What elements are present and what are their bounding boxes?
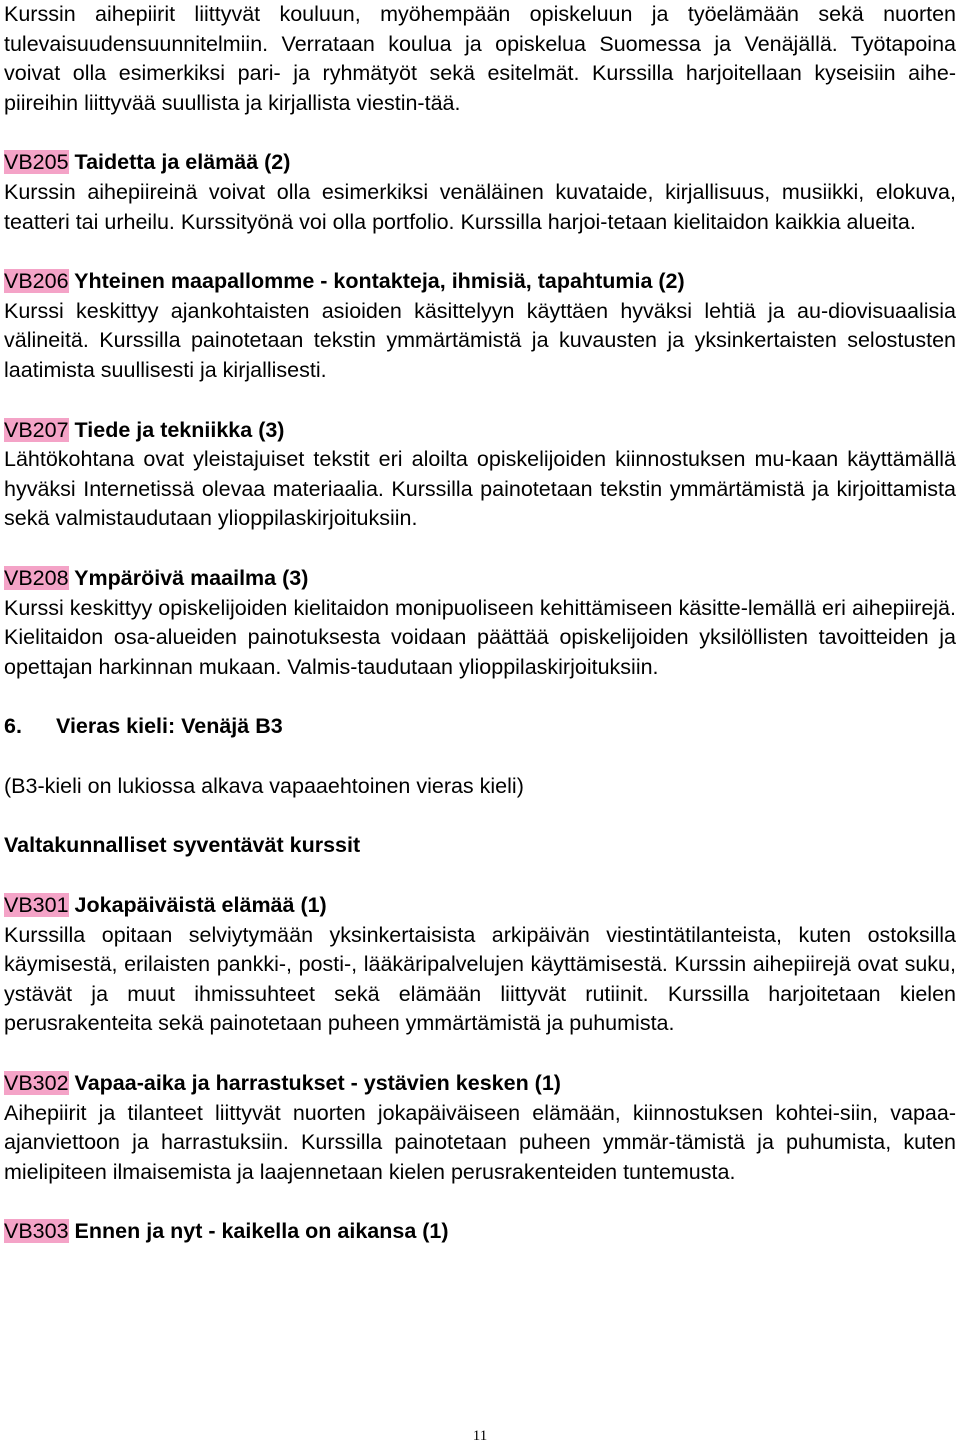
course-description: Lähtökohtana ovat yleistajuiset tekstit eri aloilta opiskelijoiden kiinnostuksen mu-kaan käyttämällä hyväksi Internetissä olevaa materiaalia. Kurssilla painotetaan tekstin ymmärtämistä ja kirjoittamista sekä valmistaudutaan ylioppilaskirjoituksiin. [4,447,956,531]
course-title: Tiede ja tekniikka (3) [74,417,285,442]
course-vb301 [4,891,956,1039]
course-description: Kurssi keskittyy opiskelijoiden kielitaidon monipuoliseen kehittämiseen käsitte-lemällä eri aihepiirejä. Kielitaidon osa-alueiden painotuksesta voidaan päättää opiskelijoiden yksilöllisten tavoitteiden ja opettajan harkinnan mukaan. Valmis-taudutaan ylioppilaskirjoituksiin. [4,595,956,679]
course-vb303 [4,1217,956,1247]
course-vb205 [4,148,956,237]
page-number: 11 [472,1428,488,1444]
course-description: Kurssin aihepiireinä voivat olla esimerkiksi venäläinen kuvataide, kirjallisuus, musiikki, elokuva, teatteri tai urheilu. Kurssityönä voi olla portfolio. Kurssilla harjoi-tetaan kielitaidon kaikkia alueita. [4,179,956,234]
course-title: Yhteinen maapallomme - kontakteja, ihmisiä, tapahtumia (2) [74,269,685,294]
course-code: VB303 [4,1219,69,1244]
document-page [4,0,956,1247]
course-description: Aihepiirit ja tilanteet liittyvät nuorten jokapäiväiseen elämään, kiinnostuksen kohtei-siin, vapaa-ajanviettoon ja harrastuksiin. Kurssilla painotetaan puheen ymmär-tämistä ja puhumista, kuten mielipiteen ilmaisemista ja laajennetaan kielen perusrakenteiden tuntemusta. [4,1100,956,1184]
course-code: VB205 [4,150,69,175]
course-code: VB208 [4,565,69,590]
course-title: Ennen ja nyt - kaikella on aikansa (1) [74,1219,449,1244]
course-code: VB302 [4,1071,69,1096]
course-code: VB301 [4,893,69,918]
course-vb302 [4,1069,956,1187]
course-description: Kurssi keskittyy ajankohtaisten asioiden käsittelyyn käyttäen hyväksi lehtiä ja au-diovisuaalisia välineitä. Kurssilla painotetaan tekstin ymmärtämistä ja kuvausten ja yksinkertaisten selostusten laatimista suullisesti ja kirjallisesti. [4,298,956,382]
section-heading [4,712,956,742]
course-title: Jokapäiväistä elämää (1) [74,893,327,918]
course-title: Taidetta ja elämää (2) [74,150,291,175]
course-description: Kurssilla opitaan selviytymään yksinkertaisista arkipäivän viestintätilanteista, kuten ostoksilla käymisestä, erilaisten pankki-, posti-, lääkäripalvelujen käyttämisestä. Kurssin aihepiirejä ovat suku, ystävät ja muut ihmissuhteet sekä elämään liittyvät rutiinit. Kurssilla harjoitetaan kielen perusrakenteita sekä painotetaan puheen ymmärtämistä ja puhumista. [4,922,956,1036]
course-vb208 [4,564,956,682]
course-title: Vapaa-aika ja harrastukset - ystävien kesken (1) [74,1071,561,1096]
section-number: 6. [4,714,22,739]
subheading: Valtakunnalliset syventävät kurssit [4,833,361,858]
course-vb207 [4,416,956,534]
course-vb206 [4,267,956,385]
course-title: Ympäröivä maailma (3) [74,565,309,590]
section-note: (B3-kieli on lukiossa alkava vapaaehtoinen vieras kieli) [4,773,524,798]
intro-paragraph: Kurssin aihepiirit liittyvät kouluun, myöhempään opiskeluun ja työelämään sekä nuorten tulevaisuudensuunnitelmiin. Verrataan koulua ja opiskelua Suomessa ja Venäjällä. Työtapoina voivat olla esimerkiksi pari- ja ryhmätyöt sekä esitelmät. Kurssilla harjoitellaan kyseisiin aihe-piireihin liittyvää suullista ja kirjallista viestin-tää. [4,2,956,115]
course-code: VB206 [4,269,69,294]
section-title: Vieras kieli: Venäjä B3 [56,714,283,739]
course-code: VB207 [4,417,69,442]
